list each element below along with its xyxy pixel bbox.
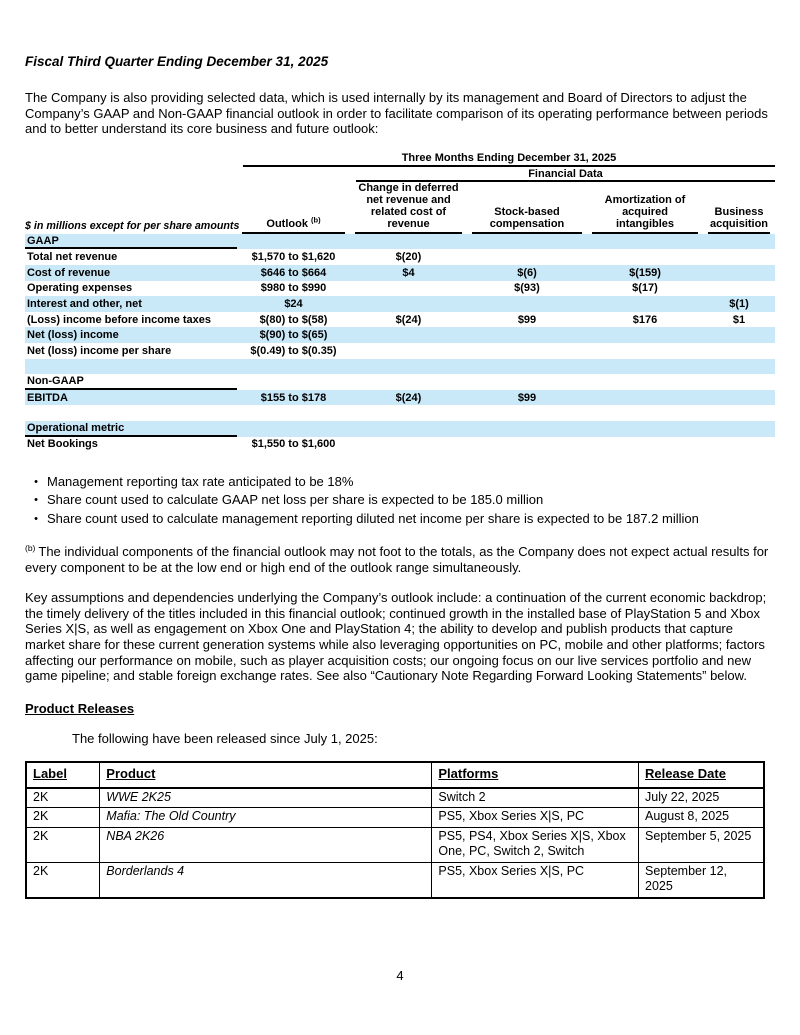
product-releases-lead: The following have been released since July 1, 2025: [72,730,378,746]
column-header-platforms: Platforms [432,762,639,788]
key-assumptions-paragraph: Key assumptions and dependencies underlying the Company’s outlook include: a continuation of the current economic backdrop; the timely delivery of the titles included in this financial outlook; continued growth in the installed base of PlayStation 5 and Xbox Series X|S, as well as engagement on Xbox One and PlayStation 4; the ability to develop and publish products that capture market share for these current generation systems while also leveraging opportunities on PC, mobile and other platforms; factors affecting our performance on mobile, such as player acquisition costs; our ongoing focus on our live services portfolio and new game pipeline; and stable foreign exchange rates. See also “Cautionary Note Regarding Forward Looking Statements” below. [25,590,767,684]
table-section-non-gaap: Non-GAAP [25,374,775,390]
page-number: 4 [396,968,404,983]
table-row: Net (loss) income per share $(0.49) to $(0.35) [27,344,337,357]
table-spacer-row [25,405,775,421]
bullet-icon: • [34,494,38,507]
list-item: • Management reporting tax rate anticipated to be 18% [25,473,775,491]
column-header-product: Product [100,762,432,788]
bullet-icon: • [34,512,38,525]
footnote-marker: (b) [311,215,321,225]
footnote-b: $^{(b)}$ The individual components of the financial outlook may not foot to the totals, as the Company does not expect actual results for every component to be at the low end or high end of the outlook range simultaneously. [25,542,769,575]
table-header-row [26,762,764,788]
footnote-marker: (b) [25,542,36,553]
period-header: Three Months Ending December 31, 2025 [243,151,775,167]
table-row: EBITDA $155 to $178 $(24) $99 [25,390,775,406]
table-section-operational-metric: Operational metric [25,421,775,437]
table-spacer-row [25,359,775,375]
table-row: (Loss) income before income taxes $(80) to $(58) $(24) $99 $176 $1 [27,313,746,326]
table-row: 2K Mafia: The Old Country PS5, Xbox Series X|S, PC August 8, 2025 [26,808,764,828]
page-title: Fiscal Third Quarter Ending December 31, 2025 [25,54,329,69]
list-item: • Share count used to calculate management reporting diluted net income per share is expected to be 187.2 million [25,510,775,528]
financial-outlook-table [25,151,775,452]
table-row: Operating expenses $980 to $990 $(93) $(17) [27,282,658,295]
column-header-label: Label [26,762,100,788]
table-row: Net (loss) income $(90) to $(65) [25,327,775,343]
product-releases-heading: Product Releases [25,700,135,716]
column-header-stock-compensation: Stock-based compensation [472,184,582,234]
column-header-deferred-revenue: Change in deferred net revenue and related cost of revenue [355,182,462,234]
table-group-header-row [25,167,775,182]
table-row: Total net revenue $1,570 to $1,620 $(20) [27,251,422,264]
table-period-header-row [25,151,775,167]
units-note: $ in millions except for per share amounts [25,219,240,232]
table-row: 2K WWE 2K25 Switch 2 July 22, 2025 [26,788,764,808]
group-header: Financial Data [356,167,775,182]
outlook-notes-list [25,473,775,528]
column-header-release-date: Release Date [639,762,764,788]
table-section-gaap: GAAP [25,234,775,250]
product-releases-table [25,761,765,899]
column-header-amortization: Amortization of acquired intangibles [592,184,698,234]
table-row: Net Bookings $1,550 to $1,600 [27,438,336,451]
table-row: Cost of revenue $646 to $664 $4 $(6) $(159) [25,265,775,281]
intro-paragraph: The Company is also providing selected data, which is used internally by its management and Board of Directors to adjust the Company’s GAAP and Non-GAAP financial outlook in order to facilitate comparison of its operating performance between periods and to better understand its core business and future outlook: [25,90,768,137]
table-row: Interest and other, net $24 $(1) [25,296,775,312]
table-column-header-row [25,182,775,234]
column-header-outlook: Outlook $^{(b)}$ [242,184,345,234]
bullet-icon: • [34,476,38,489]
column-header-business-acquisition: Business acquisition [708,184,770,234]
table-row: 2K Borderlands 4 PS5, Xbox Series X|S, PC September 12, 2025 [26,862,764,898]
list-item: • Share count used to calculate GAAP net loss per share is expected to be 185.0 million [25,491,775,509]
table-row: 2K NBA 2K26 PS5, PS4, Xbox Series X|S, Xbox One, PC, Switch 2, Switch September 5, 2025 [26,827,764,862]
